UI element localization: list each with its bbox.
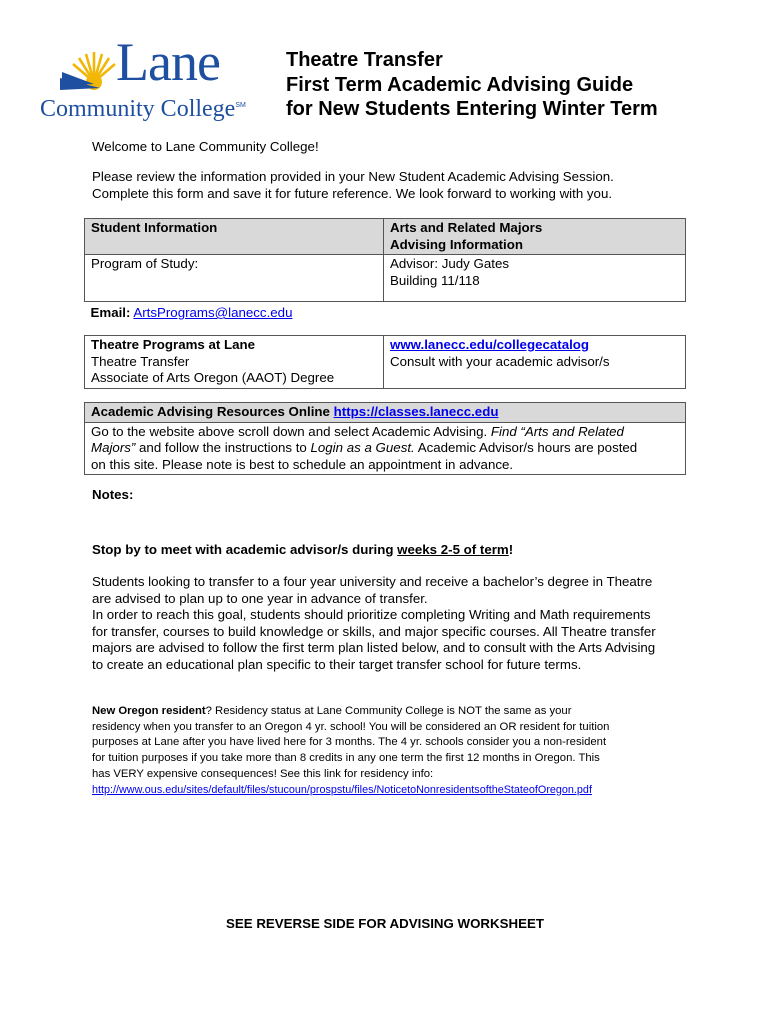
reverse-side-note: SEE REVERSE SIDE FOR ADVISING WORKSHEET bbox=[226, 916, 544, 931]
catalog-link[interactable]: www.lanecc.edu/collegecatalog bbox=[390, 337, 590, 352]
title-line-2: First Term Academic Advising Guide bbox=[286, 73, 634, 96]
welcome-text: Welcome to Lane Community College! bbox=[92, 139, 319, 154]
title-line-1: Theatre Transfer bbox=[286, 49, 443, 71]
lane-logo bbox=[40, 32, 280, 128]
theatre-programs-cell: Theatre Programs at Lane Theatre Transfer Associate of Arts Oregon (AAOT) Degree bbox=[85, 336, 384, 389]
student-info-heading: Student Information bbox=[85, 219, 384, 255]
resources-heading: Academic Advising Resources Online https://classes.lanecc.edu bbox=[85, 403, 686, 423]
program-of-study-field[interactable]: Program of Study: bbox=[85, 255, 384, 302]
notes-label: Notes: bbox=[92, 487, 134, 502]
sun-icon bbox=[60, 48, 118, 90]
advisor-info: Advisor: Judy Gates Building 11/118 bbox=[384, 255, 686, 302]
transfer-paragraph: Students looking to transfer to a four year university and receive a bachelor’s degree in Theatre are advised to plan up to one year in advance of transfer. In order to reach this goal, students should prioritize completing Writing and Math requirements for transfer, courses to build knowledge or skills, and major specific courses. All Theatre transfer majors are advised to follow the first term plan listed below, and to consult with the Arts Advising to create an educational plan specific to their target transfer school for future terms. bbox=[92, 574, 656, 672]
stop-by-text: Stop by to meet with academic advisor/s during weeks 2-5 of term! bbox=[92, 542, 514, 557]
logo-name: Lane bbox=[116, 32, 220, 92]
email-link[interactable]: ArtsPrograms@lanecc.edu bbox=[133, 305, 293, 320]
resources-body: Go to the website above scroll down and select Academic Advising. Find “Arts and Related Majors” and follow the instructions to Login as a Guest. Academic Advisor/s hours are posted on this site. Please note is best to schedule an appointment in advance. bbox=[85, 422, 686, 475]
classes-link[interactable]: https://classes.lanecc.edu bbox=[333, 404, 499, 419]
review-text: Please review the information provided in your New Student Academic Advising Session. Complete this form and save it for future reference. We look forward to working with you. bbox=[92, 169, 614, 201]
page-title bbox=[286, 48, 658, 122]
programs-table bbox=[84, 335, 686, 389]
resources-box bbox=[84, 402, 686, 475]
catalog-cell: www.lanecc.edu/collegecatalog Consult with your academic advisor/s bbox=[384, 336, 686, 389]
residency-paragraph: New Oregon resident? Residency status at Lane Community College is NOT the same as your residency when you transfer to an Oregon 4 yr. school! You will be considered an OR resident for tuition purposes at Lane after you have lived here for 3 months. The 4 yr. schools consider you a non-resident for tuition purposes if you take more than 8 credits in any one term the first 12 months in Oregon. This has VERY expensive consequences! See this link for residency info: http://www.ous.edu/sites/default/files/stucoun/prospstu/files/NoticetoNonresidentsoftheStateofOregon.pdf bbox=[92, 704, 609, 798]
email-row: Email: ArtsPrograms@lanecc.edu bbox=[90, 305, 293, 320]
programs-heading: Theatre Programs at Lane bbox=[91, 337, 256, 352]
service-mark: SM bbox=[235, 102, 246, 109]
logo-subtitle: Community College℠ bbox=[40, 96, 246, 122]
student-info-table bbox=[84, 218, 686, 323]
title-line-3: for New Students Entering Winter Term bbox=[286, 98, 658, 120]
residency-link[interactable]: http://www.ous.edu/sites/default/files/stucoun/prospstu/files/NoticetoNonresidentsoftheStateofOregon.pdf bbox=[92, 783, 592, 796]
advising-info-heading: Arts and Related Majors Advising Information bbox=[384, 219, 686, 255]
